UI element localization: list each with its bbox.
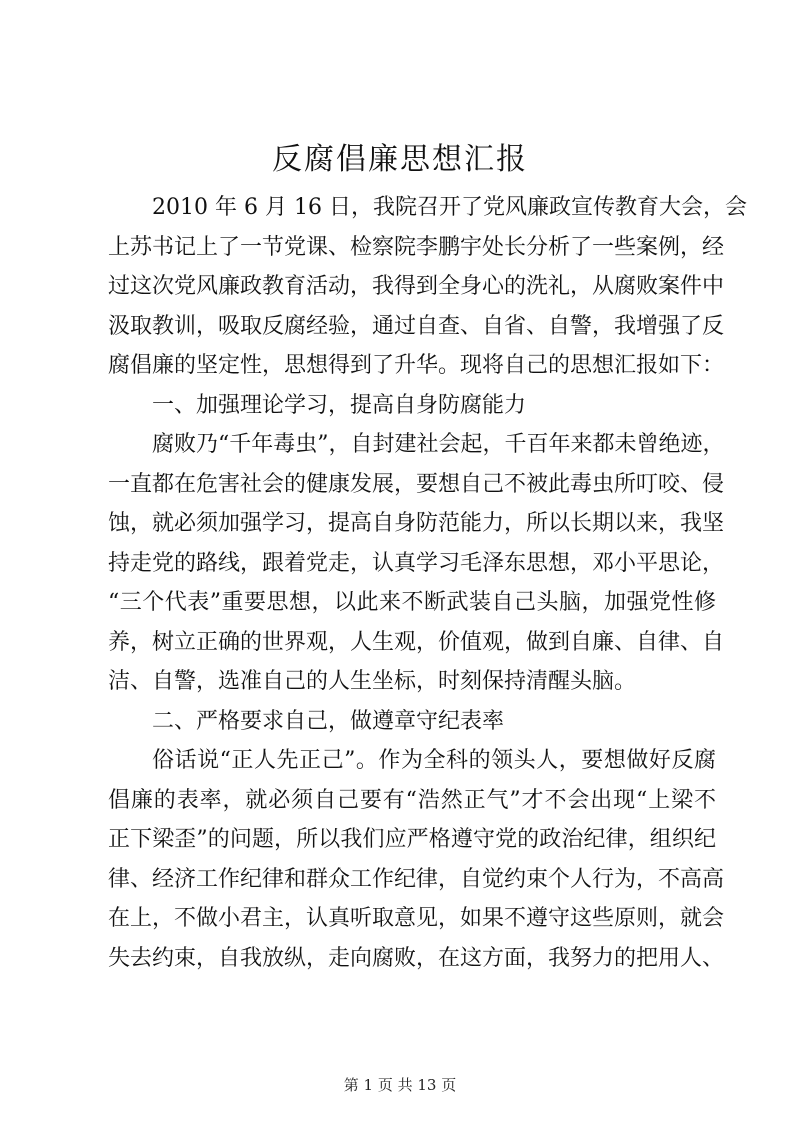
- section-heading: 二、严格要求自己，做遵章守纪表率: [152, 708, 505, 734]
- page-number-footer: 第 1 页 共 13 页: [343, 1076, 457, 1094]
- body-line: 一直都在危害社会的健康发展，要想自己不被此毒虫所叮咬、侵: [108, 471, 725, 497]
- section-heading: 一、加强理论学习，提高自身防腐能力: [152, 392, 527, 418]
- body-line: 养，树立正确的世界观，人生观，价值观，做到自廉、自律、自: [108, 629, 725, 655]
- document-title: 反腐倡廉思想汇报: [272, 142, 528, 177]
- body-line: 俗话说“正人先正己”。作为全科的领头人，要想做好反腐: [152, 748, 716, 773]
- body-line: 律、经济工作纪律和群众工作纪律，自觉约束个人行为，不高高: [108, 866, 725, 892]
- body-line: 洁、自警，选准自己的人生坐标，时刻保持清醒头脑。: [108, 669, 637, 694]
- body-line: 过这次党风廉政教育活动，我得到全身心的洗礼，从腐败案件中: [108, 274, 725, 299]
- body-line: 持走党的路线，跟着党走，认真学习毛泽东思想，邓小平思论，: [108, 550, 725, 576]
- body-line: “三个代表”重要思想，以此来不断武装自己头脑，加强党性修: [108, 590, 716, 615]
- body-line: 上苏书记上了一节党课、检察院李鹏宇处长分析了一些案例，经: [108, 234, 725, 260]
- body-line: 2010 年 6 月 16 日，我院召开了党风廉政宣传教育大会，会: [152, 195, 747, 220]
- body-line: 在上，不做小君主，认真听取意见，如果不遵守这些原则，就会: [108, 906, 725, 931]
- body-line: 汲取教训，吸取反腐经验，通过自查、自省、自警，我增强了反: [108, 313, 725, 339]
- body-line: 腐败乃“千年毒虫”，自封建社会起，千百年来都未曾绝迹，: [152, 432, 725, 457]
- body-line: 倡廉的表率，就必须自己要有“浩然正气”才不会出现“上梁不: [108, 787, 716, 813]
- body-line: 正下梁歪”的问题，所以我们应严格遵守党的政治纪律，组织纪: [108, 827, 716, 852]
- document-body: [108, 188, 747, 978]
- body-line: 蚀，就必须加强学习，提高自身防范能力，所以长期以来，我坚: [108, 511, 725, 536]
- body-line: 失去约束，自我放纵，走向腐败，在这方面，我努力的把用人、: [108, 945, 725, 971]
- body-line: 腐倡廉的坚定性，思想得到了升华。现将自己的思想汇报如下：: [108, 353, 725, 378]
